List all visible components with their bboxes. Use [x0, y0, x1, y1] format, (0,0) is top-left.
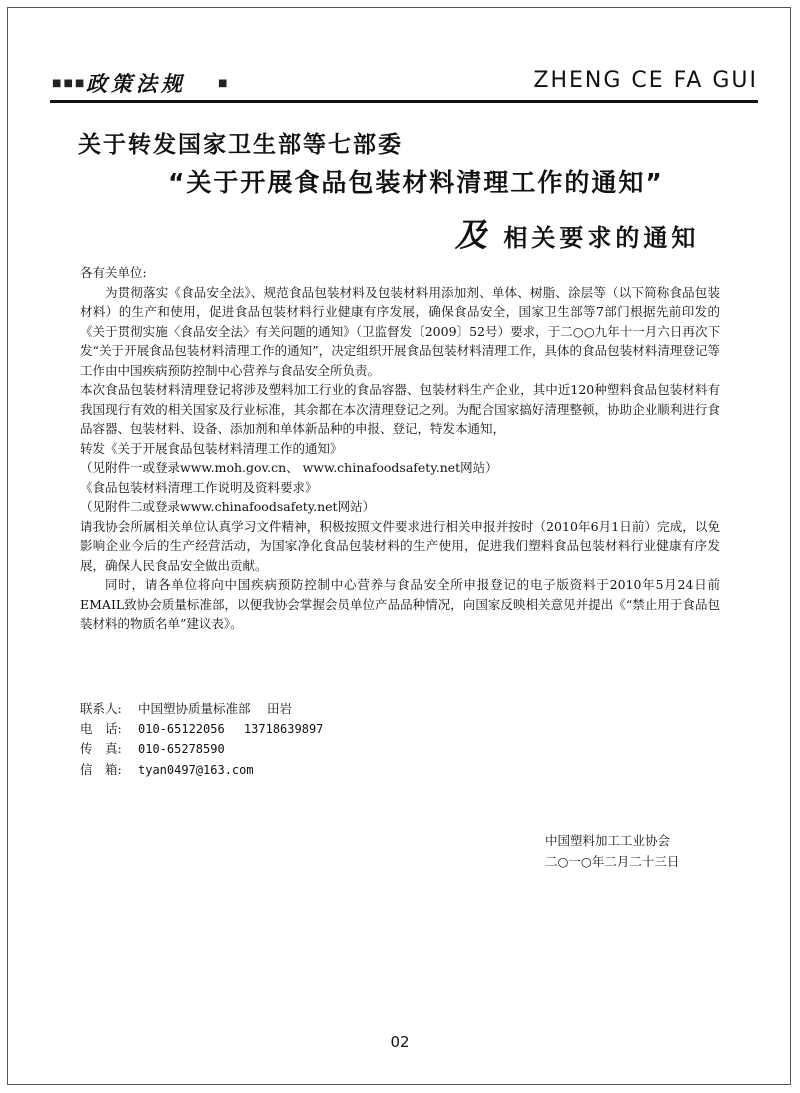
document-body	[80, 263, 720, 634]
signature-org: 中国塑料加工工业协会	[545, 833, 671, 848]
phone-label: 电 话:	[80, 720, 122, 736]
header-dots-left: ■■■	[52, 78, 87, 89]
salutation: 各有关单位:	[80, 265, 147, 280]
mail-label: 信 箱:	[80, 761, 122, 777]
fax-row	[80, 739, 323, 760]
signature-date: 二○一○年二月二十三日	[545, 854, 680, 869]
paragraph-4: 同时，请各单位将向中国疾病预防控制中心营养与食品安全所申报登记的电子版资料于2010年5月24日前EMAIL致协会质量标准部，以便我协会掌握会员单位产品品种情况，向国家反映相关意见并提出《“禁止用于食品包装材料的物质名单”建议表》。	[80, 577, 720, 631]
contact-label: 联系人:	[80, 701, 122, 716]
contact-row	[80, 699, 323, 719]
forward-item-2-note: （见附件二或登录www.chinafoodsafety.net网站）	[80, 499, 376, 514]
title-line-3-rest: 相关要求的通知	[491, 224, 700, 252]
page-number: 02	[390, 1033, 410, 1051]
title-line-3-lead: 及	[455, 216, 492, 254]
signature-block	[545, 830, 679, 872]
title-line-2: “关于开展食品包装材料清理工作的通知”	[168, 168, 664, 197]
fax-value: 010-65278590	[138, 742, 225, 756]
forward-item-1: 转发《关于开展食品包装材料清理工作的通知》	[80, 440, 343, 456]
section-title-cn: 政策法规	[86, 72, 186, 96]
paragraph-3: 请我协会所属相关单位认真学习文件精神，积极按照文件要求进行相关申报并按时（2010年6月1日前）完成，以免影响企业今后的生产经营活动，为国家净化食品包装材料的生产使用，促进我们塑料食品包装材料行业健康有序发展，确保人民食品安全做出贡献。	[80, 518, 720, 573]
title-line-3	[455, 210, 699, 256]
mail-value: tyan0497@163.com	[138, 762, 254, 777]
forward-item-2: 《食品包装材料清理工作说明及资料要求》	[80, 479, 318, 495]
paragraph-2: 本次食品包装材料清理登记将涉及塑料加工行业的食品容器、包装材料生产企业，其中近120种塑料食品包装材料有我国现行有效的相关国家及行业标准，其余都在本次清理登记之列。为配合国家搞好清理整顿，协助企业顺利进行食品容器、包装材料、设备、添加剂和单体新品种的申报、登记，特发本通知，	[80, 382, 720, 436]
contact-block	[80, 699, 323, 780]
header-rule	[50, 100, 758, 103]
header-dots-mid: ■	[218, 78, 230, 89]
mail-row	[80, 760, 323, 781]
title-line-1: 关于转发国家卫生部等七部委	[78, 132, 403, 158]
paragraph-1: 为贯彻落实《食品安全法》、规范食品包装材料及包装材料用添加剂、单体、树脂、涂层等（以下简称食品包装材料）的生产和使用，促进食品包装材料行业健康有序发展，确保食品安全，国家卫生部等7部门根据先前印发的《关于贯彻实施〈食品安全法〉有关问题的通知》（卫监督发〔2009〕52号）要求，于二○○九年十一月六日再次下发“关于开展食品包装材料清理工作的通知”，决定组织开展食品包装材料清理工作，具体的食品包装材料清理登记等工作由中国疾病预防控制中心营养与食品安全所负责。	[80, 284, 720, 378]
section-title-en: ZHENG CE FA GUI	[533, 68, 758, 93]
fax-label: 传 真:	[80, 741, 122, 756]
contact-value: 中国塑协质量标准部 田岩	[138, 701, 292, 716]
forward-item-1-note: （见附件一或登录www.moh.gov.cn、 www.chinafoodsafety.net网站）	[80, 460, 498, 475]
phone-value: 010-65122056 13718639897	[138, 721, 324, 736]
section-header	[50, 62, 758, 108]
phone-row	[80, 719, 323, 740]
